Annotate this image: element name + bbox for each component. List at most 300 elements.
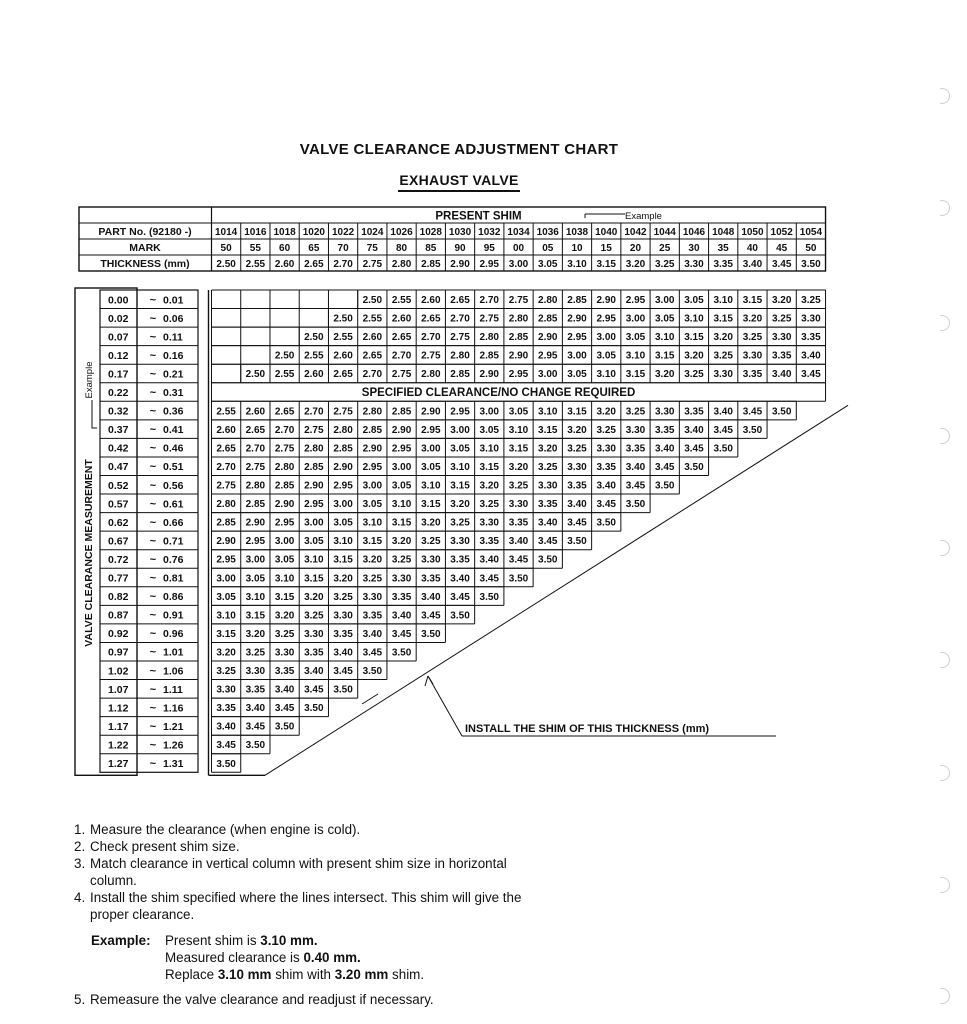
shim-value-cell: 3.35 [654, 424, 675, 436]
mark-cell: 25 [659, 243, 671, 254]
shim-value-cell: 3.05 [245, 573, 266, 585]
shim-value-cell: 2.75 [304, 424, 324, 436]
part-number-cell: 1014 [214, 227, 238, 238]
shim-value-cell: 3.50 [654, 480, 675, 492]
shim-value-cell: 2.65 [391, 332, 412, 344]
clearance-range-high: 0.61 [163, 498, 184, 511]
shim-value-cell: 3.20 [304, 591, 324, 603]
shim-value-cell: 3.10 [362, 517, 383, 529]
shim-value-cell: 3.45 [713, 424, 733, 436]
shim-value-cell: 2.95 [304, 499, 324, 511]
shim-value-cell: 3.40 [684, 424, 704, 436]
shim-value-cell: 3.50 [479, 591, 500, 603]
shim-value-cell: 3.30 [362, 591, 383, 603]
shim-value-cell: 3.20 [216, 647, 236, 659]
shim-value-cell: 3.30 [801, 313, 821, 325]
shim-value-cell: 3.40 [625, 461, 646, 473]
shim-value-cell: 3.50 [245, 740, 266, 752]
thickness-cell: 2.60 [274, 259, 295, 270]
shim-value-cell: 2.80 [304, 443, 324, 455]
shim-value-cell: 3.20 [567, 424, 587, 436]
shim-value-cell: 3.25 [771, 313, 792, 325]
shim-value-cell: 3.30 [274, 647, 295, 659]
shim-value-cell: 2.70 [450, 313, 470, 325]
thickness-cell: 2.50 [216, 259, 236, 270]
present-shim-label: PRESENT SHIM [435, 210, 522, 223]
shim-value-cell: 3.50 [771, 406, 792, 418]
shim-value-cell: 3.20 [391, 536, 412, 548]
shim-value-cell: 2.80 [450, 350, 470, 362]
shim-value-cell: 3.25 [625, 406, 646, 418]
shim-value-cell: 2.55 [274, 369, 295, 381]
clearance-range-high: 0.81 [163, 572, 184, 585]
shim-value-cell: 3.00 [654, 295, 675, 306]
shim-value-cell: 3.35 [245, 684, 266, 696]
shim-value-cell: 3.15 [508, 443, 529, 455]
clearance-range-high: 0.46 [163, 442, 184, 455]
shim-value-cell: 3.15 [654, 350, 675, 362]
mark-cell: 15 [600, 243, 612, 254]
shim-value-cell: 3.50 [216, 758, 236, 770]
shim-value-cell: 3.30 [625, 424, 646, 436]
shim-value-cell: 3.05 [391, 480, 412, 492]
shim-value-cell: 3.50 [362, 666, 383, 677]
shim-value-cell: 3.30 [304, 628, 324, 640]
shim-value-cell: 3.40 [333, 647, 353, 659]
thickness-cell: 3.35 [713, 259, 733, 270]
shim-value-cell: 3.35 [625, 443, 646, 455]
shim-value-cell: 2.70 [362, 369, 383, 381]
shim-value-cell: 3.50 [684, 461, 704, 473]
chart-subtitle-text: EXHAUST VALVE [398, 172, 519, 192]
clearance-range-low: 0.92 [108, 628, 129, 641]
shim-value-cell: 2.95 [362, 461, 383, 473]
shim-value-cell: 3.30 [654, 406, 675, 418]
shim-value-cell: 3.10 [216, 610, 236, 622]
shim-value-cell: 2.80 [479, 332, 500, 344]
shim-value-cell: 3.15 [713, 313, 733, 325]
example-label: Example: [91, 933, 151, 948]
clearance-range-high: 1.26 [163, 739, 184, 752]
shim-value-cell: 3.30 [391, 573, 412, 585]
shim-value-cell: 2.90 [304, 480, 324, 492]
shim-value-cell: 3.30 [771, 332, 792, 344]
shim-value-cell: 2.85 [479, 350, 500, 362]
shim-value-cell: 3.25 [450, 517, 470, 529]
shim-value-cell: 3.35 [362, 610, 383, 622]
shim-value-cell: 2.95 [596, 313, 616, 325]
shim-value-cell: 3.05 [421, 461, 441, 473]
mark-cell: 90 [454, 243, 466, 254]
thickness-cell: 2.65 [304, 259, 324, 270]
shim-value-cell: 3.20 [245, 628, 266, 640]
shim-value-cell: 3.30 [245, 666, 266, 677]
shim-value-cell: 2.70 [274, 424, 295, 436]
clearance-range-high: 1.01 [163, 646, 184, 659]
shim-value-cell: 3.35 [274, 666, 295, 677]
shim-value-cell: 2.80 [421, 369, 441, 381]
shim-value-cell: 3.45 [625, 480, 646, 492]
shim-value-cell: 3.10 [508, 424, 529, 436]
shim-value-cell: 2.55 [216, 406, 236, 418]
shim-value-cell: 3.10 [625, 350, 646, 362]
pointer-line-lower [362, 694, 378, 704]
mark-label: MARK [129, 242, 161, 254]
shim-value-cell: 2.65 [216, 443, 236, 455]
thickness-cell: 2.80 [391, 259, 412, 270]
shim-value-cell: 3.45 [304, 684, 324, 696]
thickness-cell: 2.55 [245, 259, 266, 270]
shim-value-cell: 3.00 [333, 499, 353, 511]
shim-value-cell: 3.25 [742, 332, 763, 344]
clearance-range-low: 0.82 [108, 591, 129, 604]
clearance-range-separator: ~ [149, 349, 157, 362]
shim-value-cell: 3.50 [742, 424, 763, 436]
shim-value-cell: 3.40 [596, 480, 616, 492]
shim-value-cell: 3.20 [450, 499, 470, 511]
shim-value-cell: 3.00 [538, 369, 558, 381]
shim-value-cell: 3.30 [713, 369, 733, 381]
shim-value-cell: 2.90 [391, 424, 412, 436]
shim-value-cell: 3.25 [713, 350, 733, 362]
part-number-cell: 1050 [741, 227, 764, 238]
clearance-range-high: 1.06 [163, 665, 184, 678]
shim-value-cell: 3.45 [567, 517, 587, 529]
shim-value-cell: 3.15 [684, 332, 704, 344]
shim-value-cell: 3.45 [450, 591, 470, 603]
shim-value-cell: 3.25 [596, 424, 616, 436]
shim-value-cell: 3.00 [274, 536, 295, 548]
shim-value-cell: 3.40 [274, 684, 295, 696]
shim-value-cell: 3.50 [538, 554, 558, 566]
shim-value-cell: 2.75 [274, 443, 295, 455]
shim-value-cell: 2.80 [216, 499, 236, 511]
shim-value-cell: 3.50 [450, 610, 470, 622]
shim-value-cell: 2.80 [362, 406, 383, 418]
shim-value-cell: 2.85 [567, 295, 587, 306]
shim-value-cell: 3.30 [567, 461, 587, 473]
shim-value-cell: 2.55 [333, 332, 353, 344]
shim-value-cell: 2.85 [274, 480, 295, 492]
clearance-range-high: 0.36 [163, 405, 184, 418]
shim-value-cell: 3.45 [801, 369, 821, 381]
clearance-range-low: 0.17 [108, 368, 129, 381]
shim-value-cell: 3.40 [567, 499, 587, 511]
clearance-range-low: 0.00 [108, 294, 129, 307]
shim-value-cell: 2.50 [245, 369, 266, 381]
clearance-range-high: 0.21 [163, 368, 184, 381]
shim-value-cell: 3.00 [450, 424, 470, 436]
shim-value-cell: 3.10 [479, 443, 500, 455]
shim-value-cell: 2.90 [508, 350, 529, 362]
shim-value-cell: 2.90 [421, 406, 441, 418]
shim-value-cell: 2.95 [450, 406, 470, 418]
shim-value-cell: 3.45 [479, 573, 500, 585]
part-number-cell: 1020 [302, 227, 325, 238]
shim-value-cell: 3.45 [245, 721, 266, 733]
shim-value-cell: 2.80 [508, 313, 529, 325]
part-number-cell: 1018 [273, 227, 296, 238]
clearance-range-low: 0.77 [108, 572, 129, 585]
shim-value-cell: 3.00 [596, 332, 616, 344]
shim-value-cell: 3.05 [479, 424, 500, 436]
shim-value-cell: 2.65 [274, 406, 295, 418]
shim-value-cell: 3.45 [684, 443, 704, 455]
clearance-range-separator: ~ [149, 331, 157, 344]
staircase-diagonal-line [265, 405, 848, 775]
shim-value-cell: 2.75 [216, 480, 236, 492]
binder-hole-icon [940, 988, 950, 1004]
clearance-range-high: 0.51 [163, 461, 184, 474]
example-line-2: Measured clearance is 0.40 mm. [165, 950, 361, 965]
shim-value-cell: 3.15 [245, 610, 266, 622]
shim-value-cell: 3.25 [333, 591, 353, 603]
shim-value-cell: 3.25 [567, 443, 587, 455]
shim-value-cell: 2.50 [362, 295, 383, 306]
shim-value-cell: 3.45 [742, 406, 763, 418]
shim-value-cell: 3.35 [742, 369, 763, 381]
clearance-range-separator: ~ [149, 368, 157, 381]
clearance-range-low: 0.37 [108, 424, 129, 437]
shim-value-cell: 2.75 [333, 406, 353, 418]
thickness-cell: 3.15 [596, 259, 616, 270]
shim-value-cell: 3.35 [771, 350, 792, 362]
shim-value-cell: 2.95 [421, 424, 441, 436]
shim-value-cell: 3.15 [216, 628, 236, 640]
shim-value-cell: 3.25 [274, 628, 295, 640]
shim-value-cell: 2.65 [362, 350, 383, 362]
shim-value-cell: 3.25 [304, 610, 324, 622]
thickness-cell: 3.40 [742, 259, 763, 270]
clearance-range-high: 0.16 [163, 349, 184, 362]
shim-value-cell: 2.85 [216, 517, 236, 529]
shim-value-cell: 3.05 [304, 536, 324, 548]
shim-value-cell: 3.30 [421, 554, 441, 566]
instruction-4: 4. Install the shim specified where the lines intersect. This shim will give the proper clearance. [74, 890, 522, 922]
shim-value-cell: 3.05 [654, 313, 675, 325]
clearance-range-low: 0.72 [108, 553, 129, 566]
part-number-cell: 1022 [331, 227, 355, 238]
thickness-cell: 3.30 [684, 259, 704, 270]
shim-value-cell: 3.05 [274, 554, 295, 566]
shim-value-cell: 3.20 [508, 461, 529, 473]
shim-value-cell: 3.05 [333, 517, 353, 529]
shim-value-cell: 3.25 [391, 554, 412, 566]
shim-value-cell: 3.50 [274, 721, 295, 733]
clearance-range-high: 0.96 [163, 628, 184, 641]
shim-value-cell: 3.50 [333, 684, 353, 696]
clearance-range-separator: ~ [149, 628, 157, 641]
shim-value-cell: 3.35 [567, 480, 587, 492]
part-number-cell: 1054 [799, 227, 823, 238]
shim-value-cell: 3.30 [216, 684, 236, 696]
clearance-range-separator: ~ [149, 479, 157, 492]
clearance-range-high: 0.71 [163, 535, 184, 548]
clearance-range-separator: ~ [149, 535, 157, 548]
shim-value-cell: 3.40 [421, 591, 441, 603]
shim-value-cell: 3.40 [391, 610, 412, 622]
shim-value-cell: 3.35 [216, 703, 236, 715]
shim-value-cell: 3.10 [304, 554, 324, 566]
pointer-arrow-icon [425, 676, 433, 686]
thickness-cell: 2.95 [479, 259, 500, 270]
shim-value-cell: 2.85 [391, 406, 412, 418]
shim-value-cell: 3.20 [479, 480, 500, 492]
shim-value-cell: 2.90 [479, 369, 500, 381]
shim-value-cell: 2.60 [362, 332, 383, 344]
shim-value-cell: 3.30 [538, 480, 558, 492]
clearance-range-separator: ~ [149, 387, 157, 400]
shim-value-cell: 3.35 [684, 406, 704, 418]
shim-value-cell: 2.65 [450, 295, 470, 306]
shim-value-cell: 2.65 [421, 313, 441, 325]
shim-value-cell: 3.20 [713, 332, 733, 344]
part-number-cell: 1042 [624, 227, 647, 238]
binder-hole-icon [940, 877, 950, 893]
shim-value-cell: 3.50 [625, 499, 646, 511]
shim-value-cell: 2.85 [508, 332, 529, 344]
shim-value-cell: 3.30 [450, 536, 470, 548]
shim-value-cell: 3.25 [801, 295, 821, 306]
part-number-cell: 1034 [507, 227, 530, 238]
shim-value-cell: 3.10 [713, 295, 733, 306]
shim-value-cell: 3.10 [596, 369, 616, 381]
shim-value-cell: 2.90 [333, 461, 353, 473]
thickness-cell: 3.00 [508, 259, 529, 270]
shim-value-cell: 2.65 [245, 424, 266, 436]
mark-cell: 35 [717, 243, 729, 254]
shim-value-cell: 3.25 [421, 536, 441, 548]
shim-value-cell: 2.85 [245, 499, 266, 511]
shim-value-cell: 3.35 [421, 573, 441, 585]
shim-value-cell: 3.35 [596, 461, 616, 473]
shim-value-cell: 3.45 [274, 703, 295, 715]
mark-cell: 65 [308, 243, 320, 254]
shim-value-cell: 3.35 [508, 517, 529, 529]
thickness-cell: 3.45 [771, 259, 792, 270]
shim-value-cell: 3.25 [538, 461, 558, 473]
shim-value-cell: 2.70 [421, 332, 441, 344]
shim-value-cell: 3.20 [742, 313, 763, 325]
shim-value-cell: 2.70 [216, 461, 236, 473]
clearance-range-high: 0.41 [163, 424, 184, 437]
thickness-cell: 3.20 [625, 259, 646, 270]
shim-value-cell: 2.95 [538, 350, 558, 362]
shim-value-cell: 3.45 [596, 499, 616, 511]
shim-value-cell: 2.60 [245, 406, 266, 418]
clearance-range-high: 0.86 [163, 591, 184, 604]
shim-value-cell: 2.50 [304, 332, 324, 344]
shim-value-cell: 3.50 [567, 536, 587, 548]
shim-value-cell: 3.15 [742, 295, 763, 306]
part-number-cell: 1032 [478, 227, 501, 238]
shim-value-cell: 3.15 [567, 406, 587, 418]
shim-value-cell: 3.15 [625, 369, 646, 381]
shim-value-cell: 3.25 [362, 573, 383, 585]
instruction-5: 5. Remeasure the valve clearance and readjust if necessary. [74, 992, 434, 1007]
shim-value-cell: 3.30 [742, 350, 763, 362]
shim-value-cell: 3.35 [450, 554, 470, 566]
clearance-range-high: 1.21 [163, 720, 184, 733]
shim-value-cell: 2.95 [216, 554, 236, 566]
shim-value-cell: 3.25 [479, 499, 500, 511]
shim-value-cell: 3.35 [479, 536, 500, 548]
thickness-cell: 3.50 [801, 259, 821, 270]
shim-value-cell: 3.25 [508, 480, 529, 492]
instruction-2: 2. Check present shim size. [74, 839, 240, 854]
shim-value-cell: 3.10 [391, 499, 412, 511]
clearance-range-low: 0.32 [108, 405, 129, 418]
shim-value-cell: 3.15 [479, 461, 500, 473]
clearance-range-separator: ~ [149, 294, 157, 307]
shim-value-cell: 3.00 [216, 573, 236, 585]
clearance-range-low: 0.87 [108, 609, 129, 622]
mark-cell: 20 [629, 243, 642, 254]
shim-value-cell: 3.40 [362, 628, 383, 640]
part-number-cell: 1026 [390, 227, 413, 238]
clearance-range-low: 0.67 [108, 535, 129, 548]
clearance-range-separator: ~ [149, 572, 157, 585]
shim-value-cell: 2.55 [391, 295, 412, 306]
mark-cell: 40 [746, 243, 759, 254]
clearance-range-high: 1.11 [163, 683, 183, 696]
thickness-cell: 2.85 [421, 259, 441, 270]
shim-value-cell: 2.55 [304, 350, 324, 362]
shim-value-cell: 2.90 [538, 332, 558, 344]
shim-value-cell: 2.95 [625, 295, 646, 306]
part-number-cell: 1038 [565, 227, 589, 238]
shim-value-cell: 3.00 [479, 406, 500, 418]
mark-cell: 70 [337, 243, 349, 254]
shim-value-cell: 3.05 [508, 406, 529, 418]
clearance-range-low: 0.02 [108, 312, 129, 325]
shim-value-cell: 2.85 [304, 461, 324, 473]
shim-value-cell: 2.85 [538, 313, 558, 325]
clearance-range-low: 0.12 [108, 349, 129, 362]
shim-value-cell: 3.10 [274, 573, 295, 585]
shim-value-cell: 3.05 [362, 499, 383, 511]
clearance-range-low: 0.22 [108, 387, 129, 400]
shim-value-cell: 2.90 [567, 313, 587, 325]
part-no-label: PART No. (92180 -) [98, 226, 192, 238]
clearance-range-separator: ~ [149, 665, 157, 678]
clearance-range-high: 0.06 [163, 312, 184, 325]
specified-clearance-label: SPECIFIED CLEARANCE/NO CHANGE REQUIRED [361, 386, 636, 399]
clearance-range-low: 1.02 [108, 665, 129, 678]
shim-value-cell: 3.50 [713, 443, 733, 455]
shim-value-cell: 3.10 [684, 313, 704, 325]
shim-value-cell: 3.10 [654, 332, 675, 344]
clearance-range-low: 1.07 [108, 683, 129, 696]
shim-value-cell: 3.05 [450, 443, 470, 455]
shim-value-cell: 2.85 [362, 424, 383, 436]
shim-value-cell: 3.30 [333, 610, 353, 622]
shim-value-cell: 2.70 [391, 350, 412, 362]
shim-value-cell: 3.05 [216, 591, 236, 603]
shim-value-cell: 2.95 [274, 517, 295, 529]
shim-value-cell: 3.15 [304, 573, 324, 585]
shim-value-cell: 3.30 [596, 443, 616, 455]
shim-value-cell: 3.35 [801, 332, 821, 344]
shim-value-cell: 2.95 [567, 332, 587, 344]
clearance-range-low: 0.47 [108, 461, 129, 474]
shim-value-cell: 3.10 [538, 406, 558, 418]
mark-cell: 10 [571, 243, 583, 254]
shim-value-cell: 3.10 [421, 480, 441, 492]
clearance-range-low: 1.27 [108, 758, 129, 771]
clearance-range-separator: ~ [149, 646, 157, 659]
shim-value-cell: 2.90 [245, 517, 266, 529]
